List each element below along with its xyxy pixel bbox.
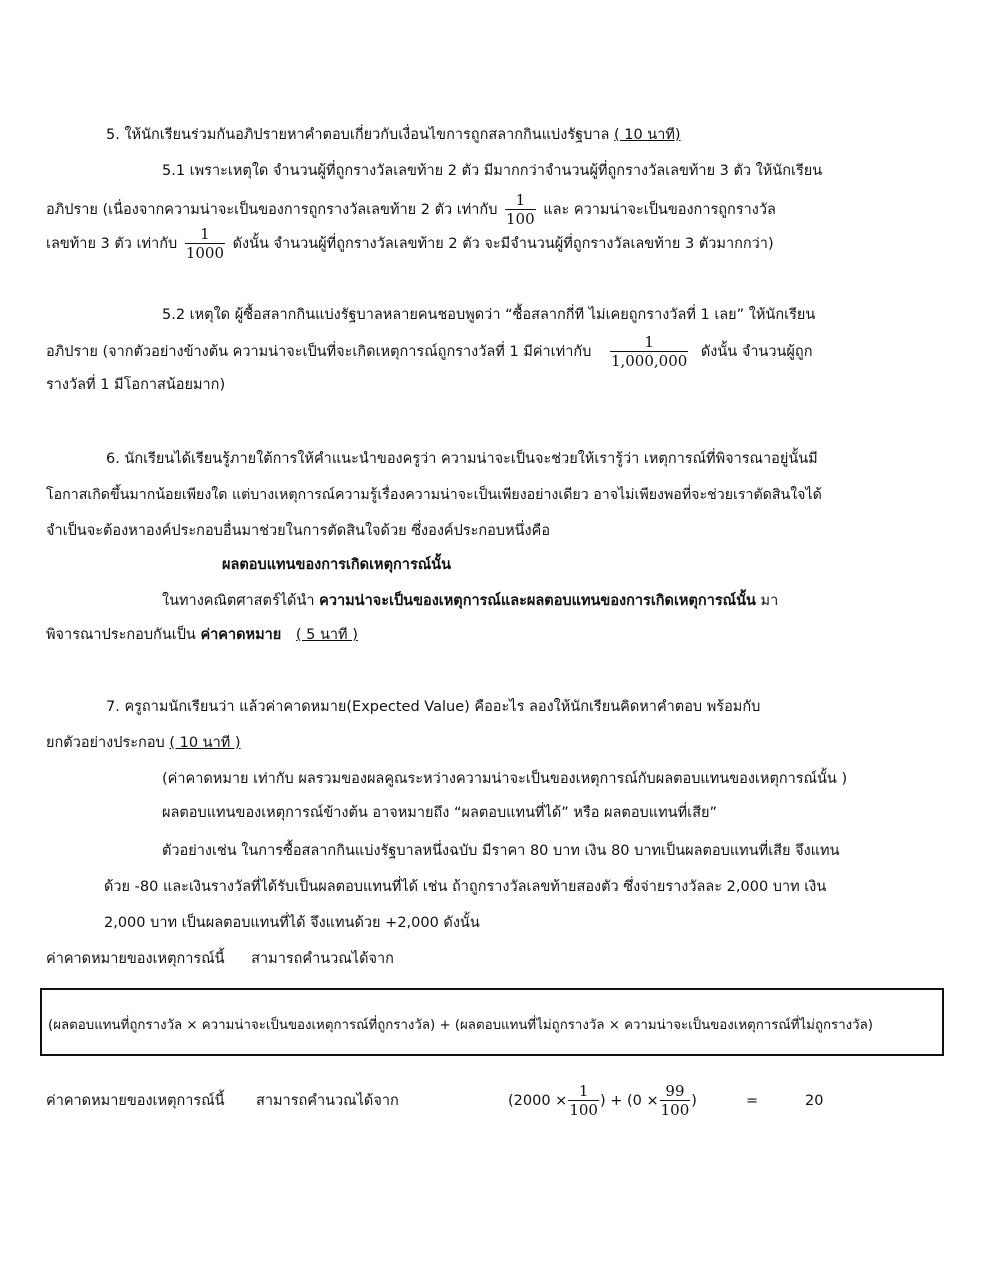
calc-close: ) — [691, 1093, 697, 1109]
fraction-1-1000000 — [610, 334, 688, 370]
calc-label-a: ค่าคาดหมายของเหตุการณ์นี้ — [46, 1093, 225, 1109]
s6-heading: ผลตอบแทนของการเกิดเหตุการณ์นั้น — [222, 557, 452, 573]
s7-line8-b: สามารถคำนวณได้จาก — [251, 951, 394, 967]
calc-mid: ) + (0 × — [599, 1093, 659, 1109]
calc-label-b: สามารถคำนวณได้จาก — [256, 1093, 399, 1109]
s5-2-line1: 5.2 เหตุใด ผู้ซื้อสลากกินแบ่งรัฐบาลหลายคนชอบพูดว่า “ซื้อสลากกี่ที ไม่เคยถูกรางวัลที่ 1 เลย” ให้นักเรียน — [162, 307, 816, 323]
s5-2-line2 — [46, 332, 812, 372]
s5-header-time: ( 10 นาที) — [613, 127, 681, 143]
s7-line8 — [46, 948, 394, 970]
s7-line2-time: ( 10 นาที ) — [169, 735, 241, 751]
s5-1-line2-a: อภิปราย (เนื่องจากความน่าจะเป็นของการถูกรางวัลเลขท้าย 2 ตัว เท่ากับ — [46, 202, 498, 218]
calc-equals: = — [746, 1093, 759, 1109]
fraction-numerator: 1 — [515, 191, 526, 209]
calc-open1: (2000 × — [508, 1093, 568, 1109]
s7-line6: ด้วย -80 และเงินรางวัลที่ได้รับเป็นผลตอบแทนที่ได้ เช่น ถ้าถูกรางวัลเลขท้ายสองตัว ซึ่งจ่ายรางวัลละ 2,000 บาท เงิน — [104, 879, 827, 895]
s7-line2 — [46, 732, 241, 754]
s6-line3: จำเป็นจะต้องหาองค์ประกอบอื่นมาช่วยในการตัดสินใจด้วย ซึ่งองค์ประกอบหนึ่งคือ — [46, 523, 551, 539]
fraction-1-1000 — [185, 226, 225, 262]
s6-line2: โอกาสเกิดขึ้นมากน้อยเพียงใด แต่บางเหตุการณ์ความรู้เรื่องความน่าจะเป็นเพียงอย่างเดียว อาจไม่เพียงพอที่จะช่วยเราตัดสินใจได้ — [46, 487, 822, 503]
s5-2-line2-a: อภิปราย (จากตัวอย่างข้างต้น ความน่าจะเป็นที่จะเกิดเหตุการณ์ถูกรางวัลที่ 1 มีค่าเท่ากับ — [46, 344, 592, 360]
s5-1-line3-a: เลขท้าย 3 ตัว เท่ากับ — [46, 236, 178, 252]
s6-line4 — [162, 590, 778, 612]
fraction-99-100-calc — [660, 1083, 691, 1119]
s5-1-line1: 5.1 เพราะเหตุใด จำนวนผู้ที่ถูกรางวัลเลขท้าย 2 ตัว มีมากกว่าจำนวนผู้ที่ถูกรางวัลเลขท้าย 3 ตัว ให้นักเรียน — [162, 163, 823, 179]
s5-1-line3 — [46, 224, 774, 264]
s5-1-line3-b: ดังนั้น จำนวนผู้ที่ถูกรางวัลเลขท้าย 2 ตัว จะมีจำนวนผู้ที่ถูกรางวัลเลขท้าย 3 ตัวมากกว่า) — [232, 236, 774, 252]
s7-line8-a: ค่าคาดหมายของเหตุการณ์นี้ — [46, 951, 225, 967]
fraction-numerator: 1 — [644, 333, 654, 351]
s5-2-line3: รางวัลที่ 1 มีโอกาสน้อยมาก) — [46, 377, 226, 393]
fraction-denominator: 100 — [569, 1101, 598, 1119]
s7-line7: 2,000 บาท เป็นผลตอบแทนที่ได้ จึงแทนด้วย +2,000 ดังนั้น — [104, 915, 480, 931]
s7-line3: (ค่าคาดหมาย เท่ากับ ผลรวมของผลคูณระหว่างความน่าจะเป็นของเหตุการณ์กับผลตอบแทนของเหตุการณ์นั้น ) — [162, 771, 848, 787]
fraction-denominator: 100 — [506, 210, 535, 228]
s5-header-text: 5. ให้นักเรียนร่วมกันอภิปรายหาคำตอบเกี่ยวกับเงื่อนไขการถูกสลากกินแบ่งรัฐบาล — [106, 127, 610, 143]
s6-line5 — [46, 624, 358, 646]
s6-line5-a: พิจารณาประกอบกันเป็น — [46, 627, 196, 643]
fraction-1-100 — [505, 192, 536, 228]
calc-result: 20 — [805, 1093, 824, 1109]
formula-text: (ผลตอบแทนที่ถูกรางวัล × ความน่าจะเป็นของเหตุการณ์ที่ถูกรางวัล) + (ผลตอบแทนที่ไม่ถูกรางวัล × ความน่าจะเป็นของเหตุการณ์ที่ไม่ถูกรางวัล) — [48, 1018, 873, 1033]
s7-line2-a: ยกตัวอย่างประกอบ — [46, 735, 165, 751]
formula-box — [40, 988, 944, 1056]
s6-line5-bold: ค่าคาดหมาย — [200, 627, 282, 643]
s5-header — [106, 124, 681, 146]
s6-line5-time: ( 5 นาที ) — [295, 627, 358, 643]
s7-line4: ผลตอบแทนของเหตุการณ์ข้างต้น อาจหมายถึง “ผลตอบแทนที่ได้” หรือ ผลตอบแทนที่เสีย” — [162, 805, 717, 821]
fraction-denominator: 1000 — [185, 244, 224, 262]
s6-line1: 6. นักเรียนได้เรียนรู้ภายใต้การให้คำแนะนำของครูว่า ความน่าจะเป็นจะช่วยให้เรารู้ว่า เหตุการณ์ที่พิจารณาอยู่นั้นมี — [106, 451, 818, 467]
s5-1-line2-b: และ ความน่าจะเป็นของการถูกรางวัล — [543, 202, 776, 218]
calc-expression — [508, 1076, 697, 1126]
s7-line5: ตัวอย่างเช่น ในการซื้อสลากกินแบ่งรัฐบาลหนึ่งฉบับ มีราคา 80 บาท เงิน 80 บาทเป็นผลตอบแทนที่เสีย จึงแทน — [162, 843, 840, 859]
fraction-numerator: 99 — [665, 1082, 685, 1100]
fraction-numerator: 1 — [200, 225, 210, 243]
s7-line1: 7. ครูถามนักเรียนว่า แล้วค่าคาดหมาย(Expected Value) คืออะไร ลองให้นักเรียนคิดหาคำตอบ พร้อมกับ — [106, 699, 761, 715]
fraction-denominator: 1,000,000 — [610, 352, 688, 370]
s6-line4-b: มา — [760, 593, 779, 609]
s6-line4-bold: ความน่าจะเป็นของเหตุการณ์และผลตอบแทนของการเกิดเหตุการณ์นั้น — [319, 593, 756, 609]
fraction-denominator: 100 — [660, 1101, 690, 1119]
fraction-1-100-calc — [568, 1083, 599, 1119]
fraction-numerator: 1 — [578, 1082, 589, 1100]
s5-2-line2-b: ดังนั้น จำนวนผู้ถูก — [700, 344, 813, 360]
s6-line4-a: ในทางคณิตศาสตร์ได้นำ — [162, 593, 315, 609]
